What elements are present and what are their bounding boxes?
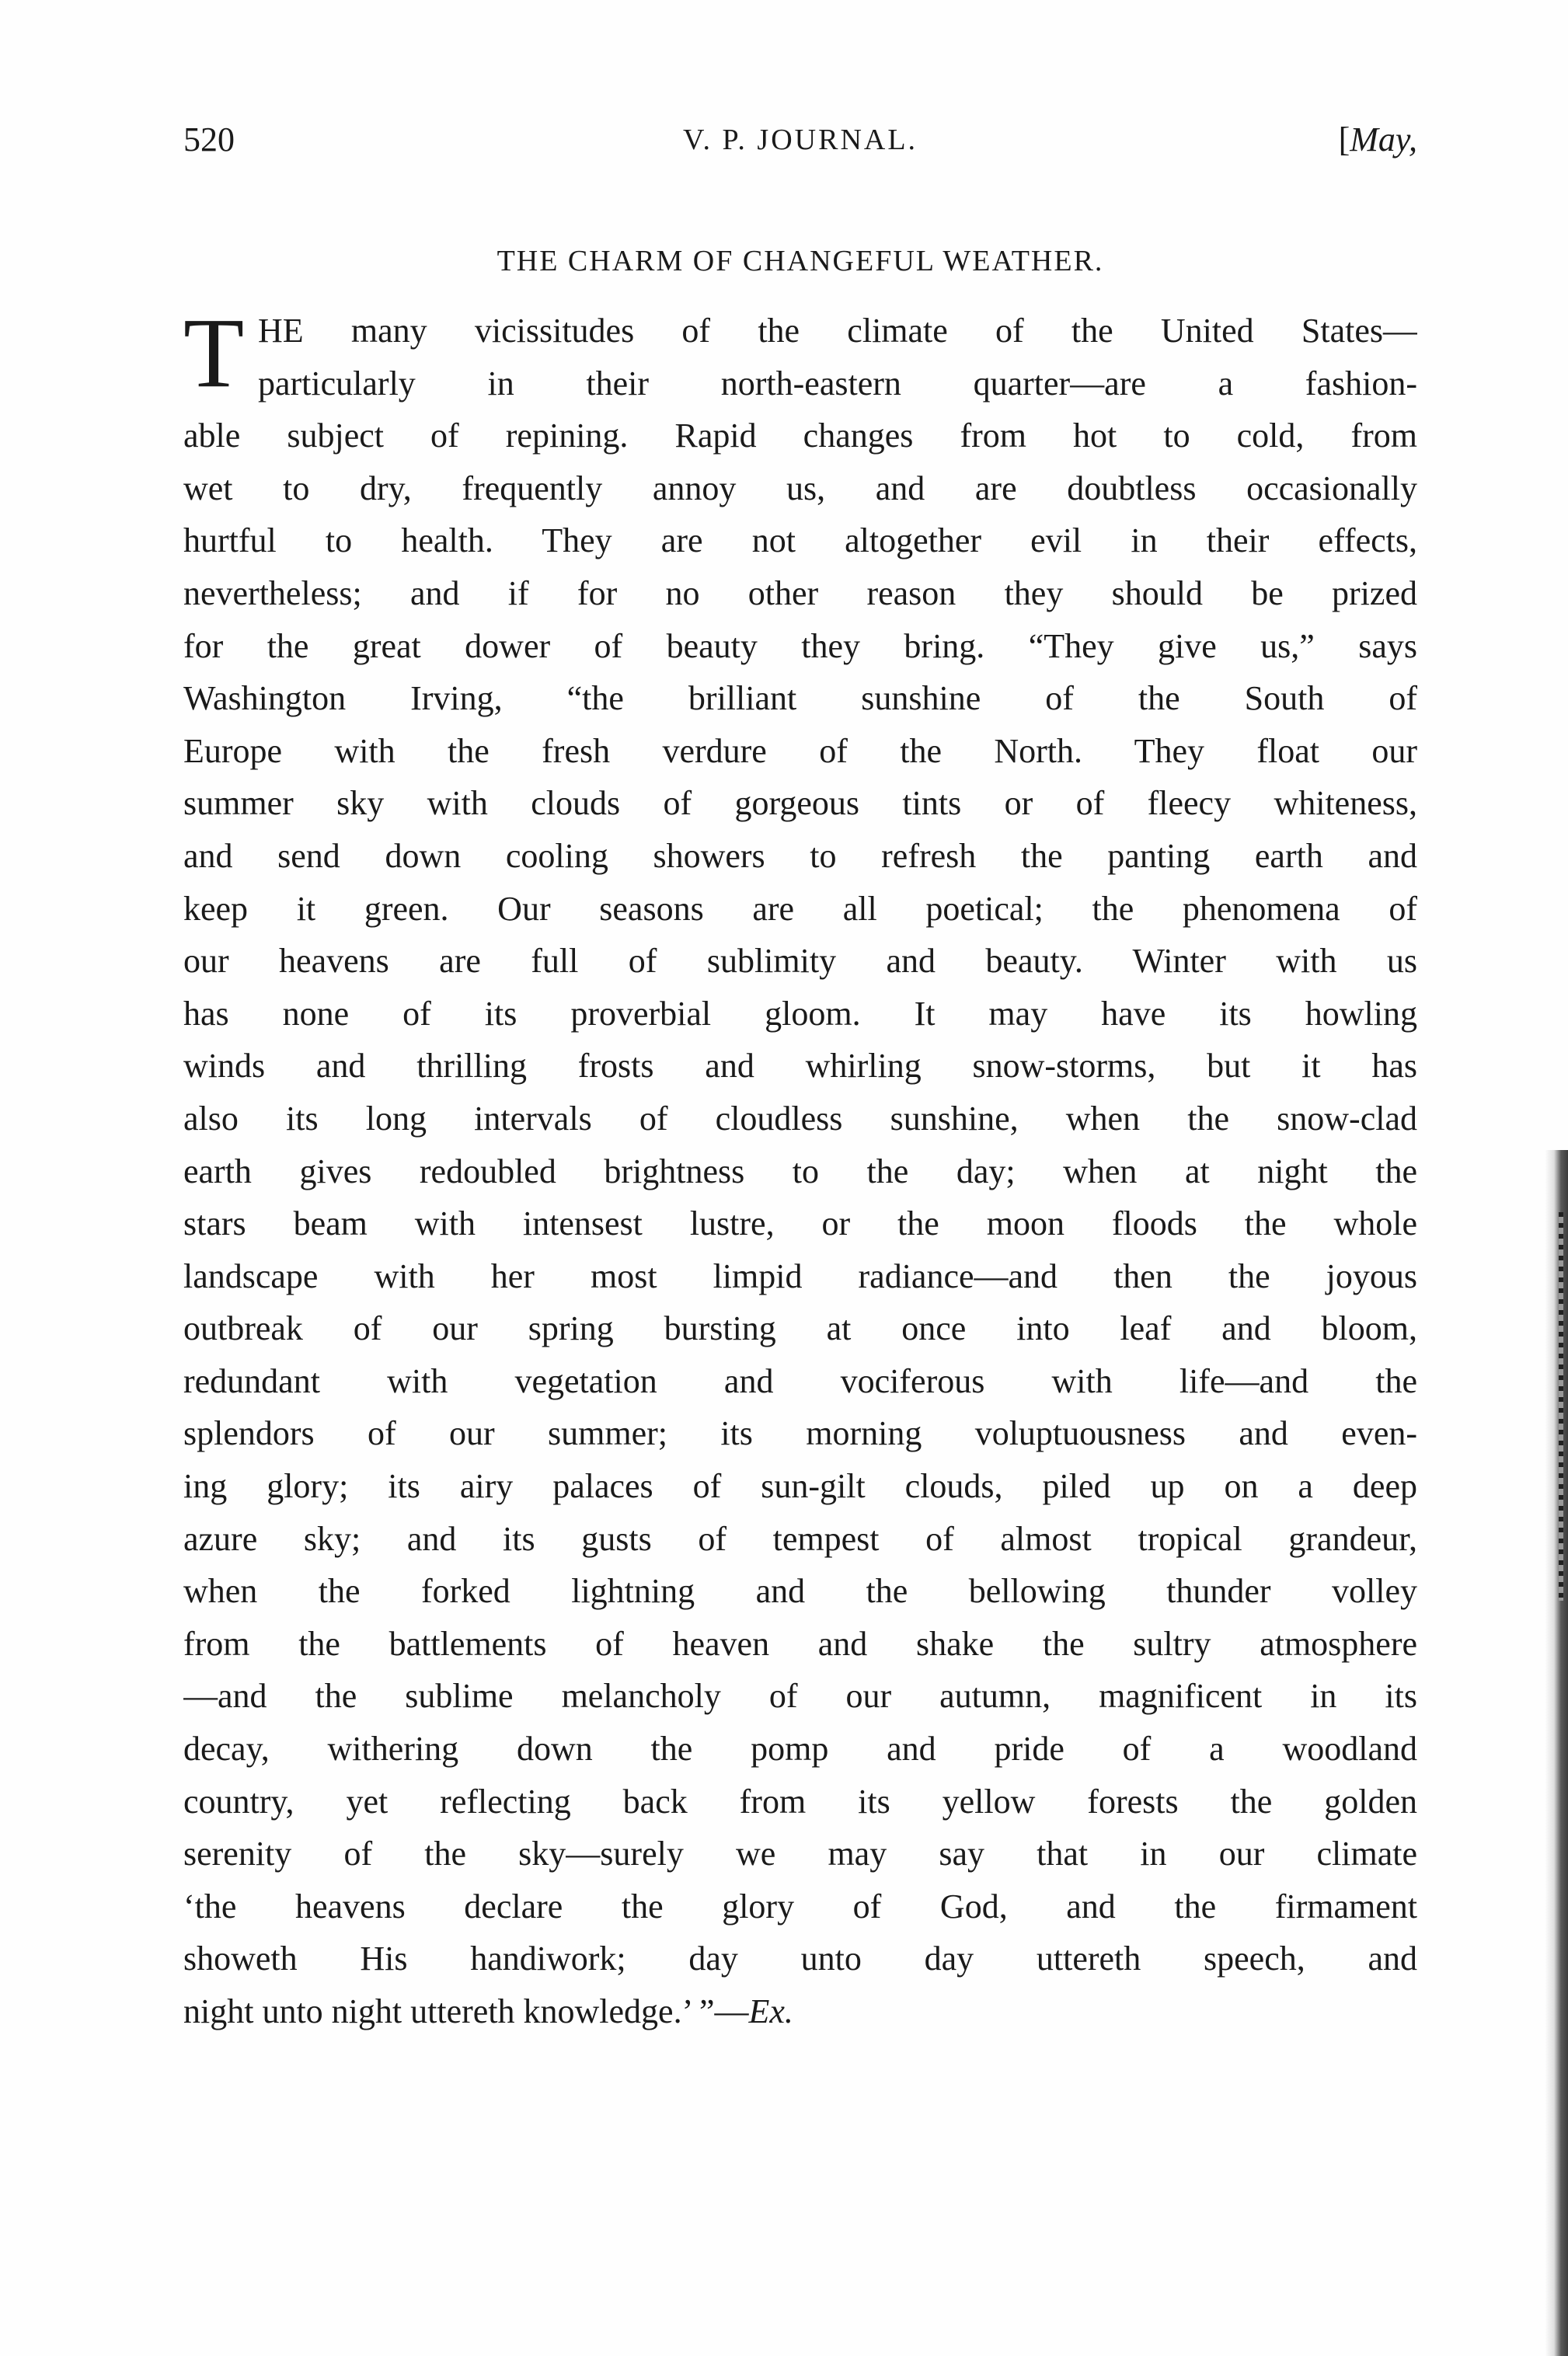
body-line: for the great dower of beauty they bring. “They give us,” says (183, 626, 1417, 665)
month-bracket: [ (1338, 120, 1350, 159)
body-line: Europe with the fresh verdure of the North. They float our (183, 731, 1417, 770)
article-body (183, 298, 1417, 2038)
body-line: particularly in their north-eastern quarter—are a fashion- (258, 364, 1417, 403)
body-line: keep it green. Our seasons are all poetical; the phenomena of (183, 889, 1417, 928)
body-line: summer sky with clouds of gorgeous tints or of fleecy whiteness, (183, 784, 1417, 823)
last-line-text: night unto night uttereth knowledge.’ ”— (183, 1992, 749, 2030)
body-line: country, yet reflecting back from its yellow forests the golden (183, 1782, 1417, 1821)
issue-month (1339, 117, 1417, 163)
body-line: ‘the heavens declare the glory of God, and the firmament (183, 1887, 1417, 1926)
body-line: landscape with her most limpid radiance—and then the joyous (183, 1256, 1417, 1295)
scanned-page-edge (1545, 1150, 1568, 2356)
body-line: serenity of the sky—surely we may say that in our climate (183, 1835, 1417, 1873)
body-line: and send down cooling showers to refresh the panting earth and (183, 836, 1417, 875)
body-line: winds and thrilling frosts and whirling snow-storms, but it has (183, 1047, 1417, 1086)
body-line: —and the sublime melancholy of our autumn, magnificent in its (183, 1677, 1417, 1716)
article-title: THE CHARM OF CHANGEFUL WEATHER. (497, 245, 1104, 277)
body-line: nevertheless; and if for no other reason they should be prized (183, 573, 1417, 612)
body-line: showeth His handiwork; day unto day uttereth speech, and (183, 1940, 1417, 1978)
body-line: splendors of our summer; its morning voluptuousness and even- (183, 1414, 1417, 1453)
body-line: also its long intervals of cloudless sunshine, when the snow-clad (183, 1099, 1417, 1138)
body-line: our heavens are full of sublimity and beauty. Winter with us (183, 942, 1417, 981)
body-line: has none of its proverbial gloom. It may have its howling (183, 994, 1417, 1033)
body-line: redundant with vegetation and vociferous with life—and the (183, 1361, 1417, 1400)
source-attribution: Ex. (748, 1992, 793, 2030)
body-line: hurtful to health. They are not altogether evil in their effects, (183, 521, 1417, 560)
scanned-page-edge-marks (1559, 1212, 1563, 1601)
page-number: 520 (183, 120, 235, 159)
body-line: able subject of repining. Rapid changes from hot to cold, from (183, 416, 1417, 455)
body-line: stars beam with intensest lustre, or the moon floods the whole (183, 1204, 1417, 1243)
journal-title: V. P. JOURNAL. (682, 124, 918, 156)
body-line: decay, withering down the pomp and pride of a woodland (183, 1730, 1417, 1769)
month-name: May, (1350, 120, 1417, 159)
body-line: outbreak of our spring bursting at once into leaf and bloom, (183, 1309, 1417, 1348)
body-line-last (183, 1985, 1417, 2038)
body-line: earth gives redoubled brightness to the day; when at night the (183, 1152, 1417, 1190)
body-line: Washington Irving, “the brilliant sunshine of the South of (183, 679, 1417, 718)
body-line: ing glory; its airy palaces of sun-gilt clouds, piled up on a deep (183, 1467, 1417, 1506)
body-line: wet to dry, frequently annoy us, and are doubtless occasionally (183, 469, 1417, 507)
body-line: azure sky; and its gusts of tempest of almost tropical grandeur, (183, 1519, 1417, 1558)
running-head (183, 117, 1417, 163)
drop-cap: T (183, 298, 245, 408)
body-line: when the forked lightning and the bellowing thunder volley (183, 1572, 1417, 1611)
body-line: from the battlements of heaven and shake the sultry atmosphere (183, 1624, 1417, 1663)
body-line: HE many vicissitudes of the climate of the United States— (258, 312, 1417, 350)
